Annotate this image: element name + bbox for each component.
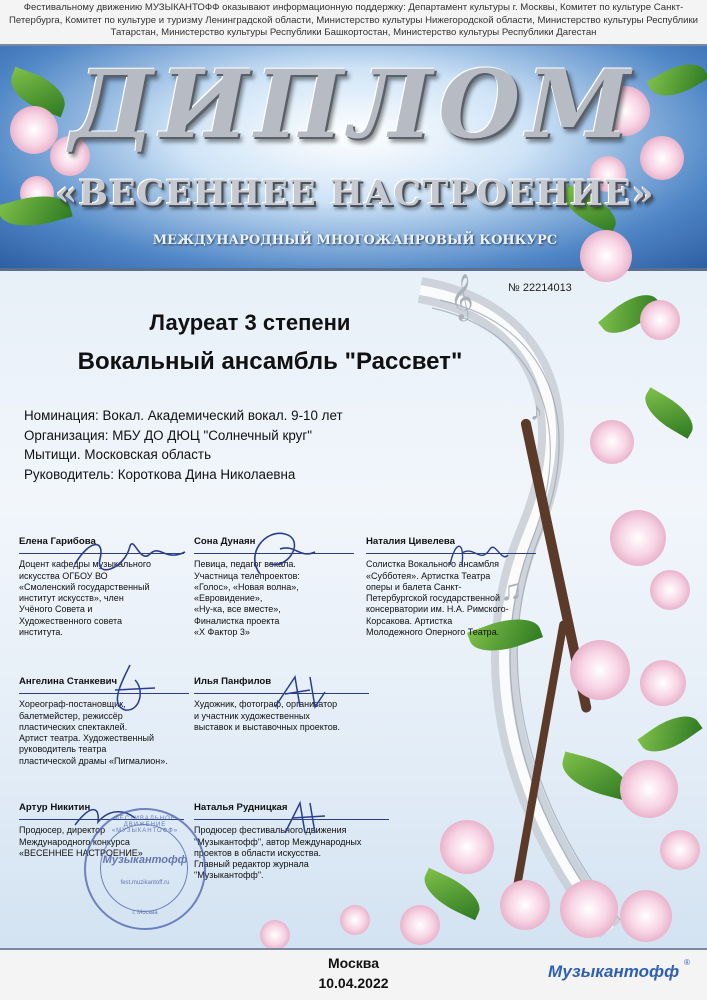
contest-subtitle: МЕЖДУНАРОДНЫЙ МНОГОЖАНРОВЫЙ КОНКУРС <box>152 233 558 248</box>
jury-member <box>366 536 536 638</box>
bio-line: Молодежного Оперного Театра. <box>366 627 500 638</box>
location: Мытищи. Московская область <box>24 447 212 462</box>
bio-line: Финалистка проекта <box>194 615 280 626</box>
flower-decoration <box>640 660 686 706</box>
stamp-brand: Музыкантофф <box>102 854 188 866</box>
signature-line <box>194 553 354 554</box>
svg-text:♪: ♪ <box>530 396 543 426</box>
bio-line: Корсакова. Артистка <box>366 615 453 626</box>
bio-line: выставок и выставочных проектов. <box>194 721 341 732</box>
bio-line: искусства ОГБОУ ВО <box>19 570 108 581</box>
bio-line: оперы и балета Санкт- <box>366 581 462 592</box>
bio-line: «Голос», «Новая волна», <box>194 581 299 592</box>
jury-member <box>19 536 184 638</box>
bio-line: консерватории им. Н.А. Римского- <box>366 604 509 615</box>
flower-decoration <box>570 640 630 700</box>
jury-member <box>19 676 189 767</box>
jury-bio <box>366 559 536 638</box>
bio-line: Продюсер, директор <box>19 825 106 836</box>
jury-member <box>194 676 369 733</box>
svg-text:𝄞: 𝄞 <box>450 274 474 320</box>
jury-bio <box>19 559 184 638</box>
flower-decoration <box>440 820 494 874</box>
bio-line: Учёного Совета и <box>19 604 93 615</box>
support-text: Фестивальному движению МУЗЫКАНТОФФ оказывают информационную поддержку: Департамент культуры г. Москвы, Комитет по культуре Санкт-Петербурга, Комитет по культуре и туризму Ленинградской области, Министерство культуры Нижегородской области, Министерство культуры Республики Татарстан, Министерство культуры Республики Башкортостан, Министерство культуры Республики Дагестан <box>0 0 707 46</box>
organization: Организация: МБУ ДО ДЮЦ "Солнечный круг" <box>24 427 312 443</box>
signature-line <box>366 553 536 554</box>
bio-line: «Ну-ка, все вместе», <box>194 604 281 615</box>
bio-line: балетмейстер, режиссёр <box>19 710 123 721</box>
jury-bio <box>194 699 369 733</box>
bio-line: Международного конкурса <box>19 836 130 847</box>
bio-line: «Х Фактор 3» <box>194 627 250 638</box>
bio-line: «Смоленский государственный <box>19 581 150 592</box>
jury-bio <box>194 825 389 881</box>
bio-line: Солистка Вокального ансамбля <box>366 559 499 570</box>
bio-line: институт искусств», член <box>19 593 124 604</box>
diploma-details <box>24 406 343 484</box>
jury-name: Елена Гарибова <box>19 536 96 547</box>
signature-line <box>194 693 369 694</box>
signature-line <box>19 693 189 694</box>
jury-name: Илья Панфилов <box>194 676 272 687</box>
flower-decoration <box>610 510 666 566</box>
footer-city: Москва <box>327 955 380 971</box>
flower-decoration <box>340 905 370 935</box>
bio-line: Хореограф-постановщик, <box>19 699 126 710</box>
flower-decoration <box>660 830 700 870</box>
flower-decoration <box>650 570 690 610</box>
flower-decoration <box>500 880 550 930</box>
bio-line: "Музыкантофф", автор Международных <box>194 836 362 847</box>
bio-line: проектов в области искусства. <box>194 847 321 858</box>
award-title: Лауреат 3 степени <box>149 310 351 335</box>
official-stamp <box>84 808 206 930</box>
leaf-decoration <box>647 54 707 106</box>
bio-line: «ВЕСЕННЕЕ НАСТРОЕНИЕ» <box>19 847 143 858</box>
brand-logo: Музыкантофф <box>548 962 680 981</box>
flower-decoration <box>620 890 672 942</box>
flower-decoration <box>400 905 440 945</box>
signature-line <box>194 819 389 820</box>
bio-line: Художник, фотограф, организатор <box>194 699 338 710</box>
flower-decoration <box>260 920 290 950</box>
bio-line: пластической драмы «Пигмалион». <box>19 755 168 766</box>
stamp-inner-ring <box>100 824 188 912</box>
jury-bio <box>194 559 354 638</box>
participant-name: Вокальный ансамбль "Рассвет" <box>77 348 463 375</box>
bio-line: Петербургской государственной <box>366 593 501 604</box>
bio-line: Продюсер фестивального движения <box>194 825 347 836</box>
nomination: Номинация: Вокал. Академический вокал. 9-10 лет <box>24 408 343 423</box>
bio-line: руководитель театра <box>19 744 107 755</box>
diploma-title: ДИПЛОМ <box>70 50 637 160</box>
flower-decoration <box>560 880 618 938</box>
bio-line: Главный редактор журнала <box>194 859 309 870</box>
jury-name: Наталья Рудницкая <box>194 802 288 813</box>
jury-name: Наталия Цивелева <box>366 536 455 547</box>
flower-decoration <box>580 230 632 282</box>
jury-name: Сона Дунаян <box>194 536 256 547</box>
flower-decoration <box>640 300 680 340</box>
bio-line: Художественного совета <box>19 615 123 626</box>
stamp-city: г. Москва <box>132 910 158 916</box>
flower-decoration <box>620 760 678 818</box>
jury-name: Артур Никитин <box>19 802 91 813</box>
jury-bio <box>19 699 189 767</box>
jury-member <box>194 536 354 638</box>
stamp-ring-text: ФЕСТИВАЛЬНОЕ ДВИЖЕНИЕ «МУЗЫКАНТОФФ» <box>111 816 179 834</box>
bio-line: пластических спектаклей. <box>19 721 128 732</box>
bio-line: "Музыкантофф". <box>194 870 264 881</box>
bio-line: «Евровидение», <box>194 593 263 604</box>
registered-mark: ® <box>684 958 690 967</box>
contest-name: «ВЕСЕННЕЕ НАСТРОЕНИЕ» <box>55 173 655 214</box>
bio-line: Доцент кафедры музыкального <box>19 559 151 570</box>
footer-date: 10.04.2022 <box>318 975 389 991</box>
jury-name: Ангелина Станкевич <box>19 676 118 687</box>
stamp-site: fest.muzikantoff.ru <box>120 880 170 886</box>
bio-line: Участница телепроектов: <box>194 570 300 581</box>
diploma-number: № 22214013 <box>508 282 572 294</box>
svg-text:♫: ♫ <box>500 574 523 607</box>
bio-line: Певица, педагог вокала. <box>194 559 296 570</box>
bio-line: и участник художественных <box>194 710 310 721</box>
flower-decoration <box>590 420 634 464</box>
bio-line: института. <box>19 627 63 638</box>
bio-line: Артист театра. Художественный <box>19 733 154 744</box>
jury-member <box>194 802 389 882</box>
bio-line: «Субботея». Артистка Театра <box>366 570 491 581</box>
supervisor: Руководитель: Короткова Дина Николаевна <box>24 466 296 482</box>
signature-line <box>19 553 184 554</box>
